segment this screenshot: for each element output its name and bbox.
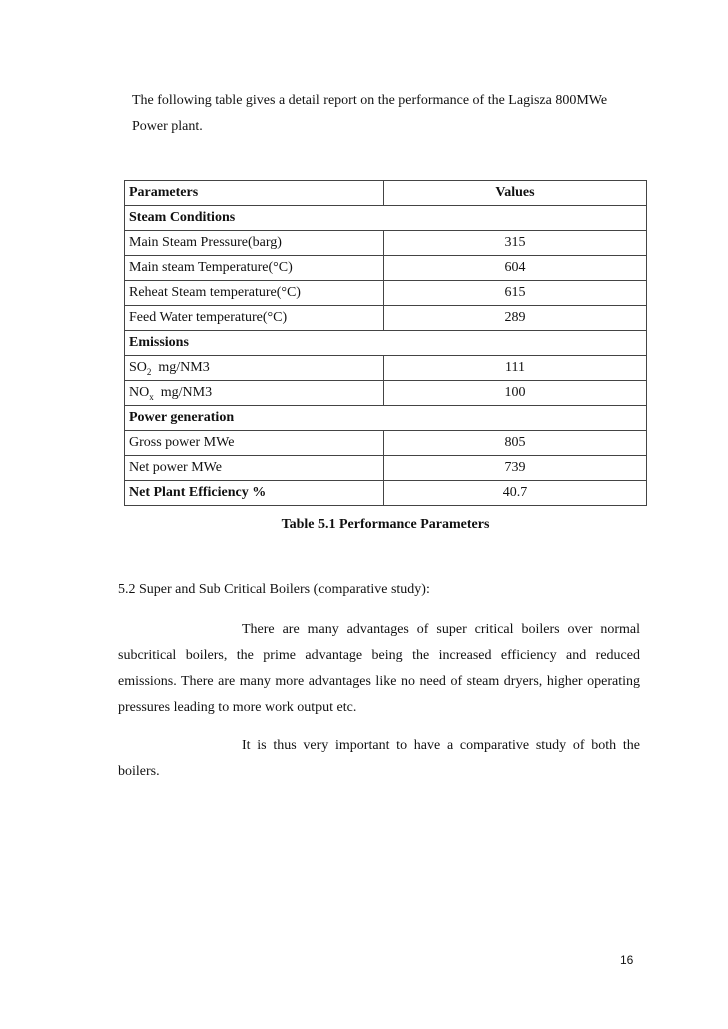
header-values: Values bbox=[384, 181, 647, 206]
table-section-row bbox=[125, 331, 647, 356]
table-row bbox=[125, 231, 647, 256]
param-rest: mg/NM3 bbox=[151, 359, 210, 375]
row-value: 40.7 bbox=[384, 481, 647, 506]
param-subscript: 2 bbox=[146, 366, 152, 377]
table-row bbox=[125, 456, 647, 481]
table-row bbox=[125, 431, 647, 456]
section-label: Steam Conditions bbox=[125, 206, 647, 231]
row-parameter bbox=[125, 356, 384, 381]
intro-line-1: The following table gives a detail report on the performance of the Lagisza 800MWe bbox=[132, 93, 608, 108]
param-rest: mg/NM3 bbox=[153, 384, 213, 400]
row-parameter: Main steam Temperature(°C) bbox=[125, 256, 384, 281]
row-parameter: Main Steam Pressure(barg) bbox=[125, 231, 384, 256]
table-row bbox=[125, 281, 647, 306]
table-row bbox=[125, 256, 647, 281]
table-section-row bbox=[125, 406, 647, 431]
row-value: 615 bbox=[384, 281, 647, 306]
paragraph-text: There are many advantages of super critical boilers over normal subcritical boilers, the prime advantage being the increased efficiency and reduced emissions. There are many more advantages like no need of steam dryers, higher operating pressures leading to more work output etc. bbox=[118, 622, 640, 715]
table-section-row bbox=[125, 206, 647, 231]
table-row bbox=[125, 306, 647, 331]
table-row bbox=[125, 356, 647, 381]
section-heading: 5.2 Super and Sub Critical Boilers (comparative study): bbox=[118, 582, 430, 597]
row-value: 100 bbox=[384, 381, 647, 406]
row-parameter: Gross power MWe bbox=[125, 431, 384, 456]
row-parameter: Reheat Steam temperature(°C) bbox=[125, 281, 384, 306]
row-parameter: Net Plant Efficiency % bbox=[125, 481, 384, 506]
table-row bbox=[125, 481, 647, 506]
table-header-row bbox=[125, 181, 647, 206]
row-parameter: Net power MWe bbox=[125, 456, 384, 481]
param-subscript: x bbox=[149, 391, 154, 402]
intro-line-2: Power plant. bbox=[132, 119, 203, 134]
param-main: SO bbox=[129, 359, 147, 375]
paragraph bbox=[118, 733, 640, 785]
param-main: NO bbox=[129, 384, 150, 400]
row-value: 739 bbox=[384, 456, 647, 481]
page-number: 16 bbox=[620, 953, 634, 967]
paragraph-text: It is thus very important to have a comparative study of both the boilers. bbox=[118, 738, 640, 779]
header-parameters: Parameters bbox=[125, 181, 384, 206]
table-caption: Table 5.1 Performance Parameters bbox=[281, 517, 490, 532]
row-value: 604 bbox=[384, 256, 647, 281]
section-label: Power generation bbox=[125, 406, 647, 431]
row-parameter bbox=[125, 381, 384, 406]
paragraph bbox=[118, 617, 640, 721]
section-label: Emissions bbox=[125, 331, 647, 356]
performance-table bbox=[124, 180, 647, 506]
row-value: 111 bbox=[384, 356, 647, 381]
row-value: 289 bbox=[384, 306, 647, 331]
row-parameter: Feed Water temperature(°C) bbox=[125, 306, 384, 331]
row-value: 315 bbox=[384, 231, 647, 256]
intro-text bbox=[132, 88, 652, 140]
table-row bbox=[125, 381, 647, 406]
row-value: 805 bbox=[384, 431, 647, 456]
